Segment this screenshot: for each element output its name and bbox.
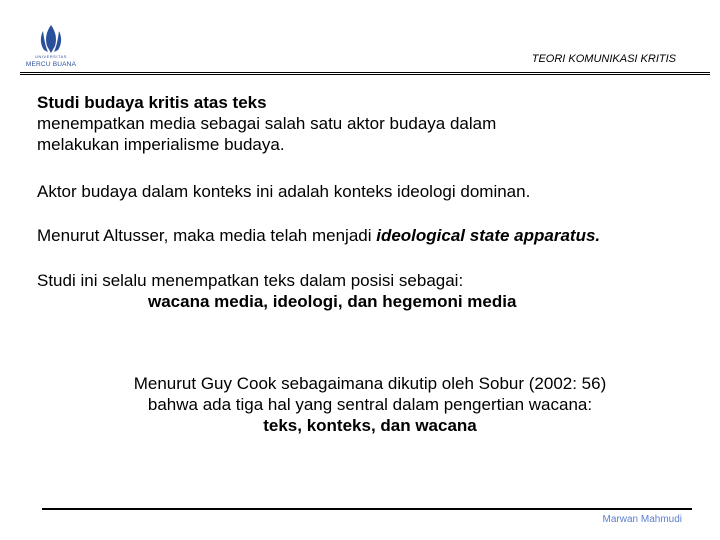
main-content (37, 92, 717, 312)
paragraph-3 (37, 225, 717, 246)
quote-line-2: bahwa ada tiga hal yang sentral dalam pengertian wacana: (147, 395, 593, 414)
footer-divider (42, 508, 692, 510)
paragraph-4-line-1: Studi ini selalu menempatkan teks dalam posisi sebagai: (37, 271, 464, 290)
logo-flame-icon (37, 24, 65, 54)
paragraph-1-line-1: menempatkan media sebagai salah satu aktor budaya dalam (37, 114, 497, 133)
header-divider-secondary (20, 74, 710, 75)
university-logo (22, 24, 80, 76)
quote-line-1: Menurut Guy Cook sebagaimana dikutip oleh Sobur (2002: 56) (133, 374, 607, 393)
page-header-title: TEORI KOMUNIKASI KRITIS (531, 53, 676, 65)
paragraph-1-line-2: melakukan imperialisme budaya. (37, 135, 285, 154)
quote-block (60, 373, 680, 436)
header-divider (20, 72, 710, 73)
logo-top-label: UNIVERSITAS (35, 54, 67, 59)
logo-label: MERCU BUANA (25, 61, 77, 68)
paragraph-3-prefix: Menurut Altusser, maka media telah menjadi (37, 226, 377, 245)
paragraph-2: Aktor budaya dalam konteks ini adalah konteks ideologi dominan. (37, 182, 531, 201)
section-heading: Studi budaya kritis atas teks (37, 93, 267, 112)
author-name: Marwan Mahmudi (602, 514, 682, 525)
paragraph-3-emphasis: ideological state apparatus. (376, 226, 601, 245)
paragraph-4-line-2: wacana media, ideologi, dan hegemoni media (148, 292, 517, 311)
quote-line-3: teks, konteks, dan wacana (263, 416, 477, 435)
